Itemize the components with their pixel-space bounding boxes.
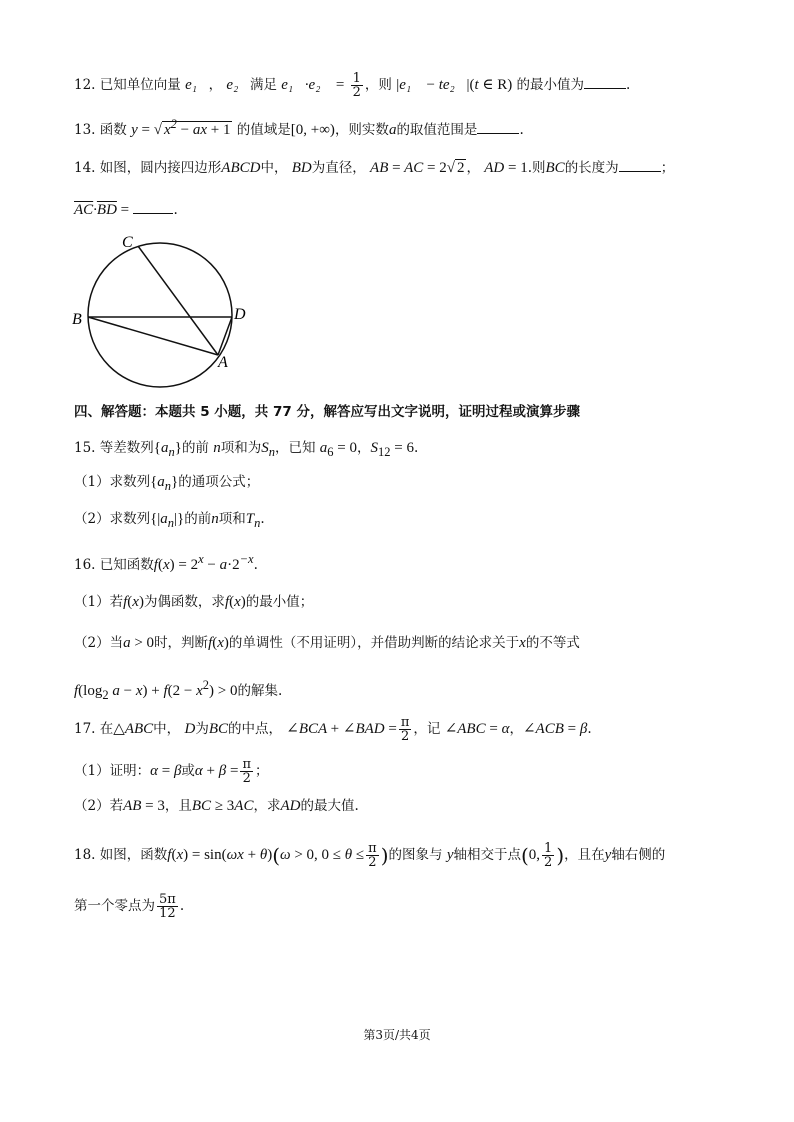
q15-part1: （1）求数列$\{a_n\}$的通项公式；: [74, 474, 260, 493]
q12-number: 12.: [74, 77, 96, 93]
answer-blank[interactable]: [619, 157, 661, 172]
q17-part2: （2）若AB = 3，且BC ≥ 3AC，求AD的最大值.: [74, 798, 359, 814]
section-heading: 四、解答题：本题共 5 小题，共 77 分，解答应写出文字说明，证明过程或演算步骤: [74, 404, 580, 420]
q14-line2: $\overline{AC}\cdot\overline{BD}$ = .: [74, 199, 178, 220]
q13: 13. 函数 y = √ $x^2$ − ax + 1 的值域是[0, +∞)，则实数a的取值范围是 .: [74, 117, 524, 138]
circle: [88, 243, 232, 387]
q17: 17. 在△ABC中， D为BC的中点， ∠BCA + ∠BAD = $\frac{\pi}{2}$ ，记 ∠ABC = α，∠ACB = β.: [74, 715, 592, 744]
label-d: D: [234, 306, 246, 323]
segment-ba: [88, 317, 218, 355]
q15: 15. 等差数列$\{a_n\}$的前 n项和为$S_n$，已知 $a_6 = 0$，$S_{12} = 6$.: [74, 440, 419, 459]
answer-blank[interactable]: [584, 74, 626, 89]
q15-part2: （2）求数列$\{|a_n|\}$的前n项和$T_n$.: [74, 511, 265, 530]
q16-part2: （2）当a > 0时，判断f(x)的单调性（不用证明），并借助判断的结论求关于x的不等式: [74, 635, 580, 651]
q12: 12. 已知单位向量 e₁⃗， e₂⃗满足 e₁⃗·e₂⃗ = $\frac{1}{2}$ ，则 |e₁⃗ − te₂⃗|(t ∈ R) 的最小值为 .: [74, 71, 631, 100]
q14: 14. 如图，圆内接四边形ABCD中， BD为直径， AB = AC = 2√ 2 ， AD = 1.则BC的长度为 ；: [74, 157, 674, 178]
q17-part1: （1）证明：α = β或α + β = $\frac{\pi}{2}$ ；: [74, 757, 269, 786]
page-footer: 第3页/共4页: [363, 1028, 431, 1042]
q16: 16. 已知函数$f(x) = 2^x - a\cdot 2^{-x}$.: [74, 552, 258, 573]
q16-part1: （1）若f(x)为偶函数，求f(x)的最小值；: [74, 594, 314, 610]
label-b: B: [72, 311, 82, 328]
answer-blank[interactable]: [133, 199, 173, 214]
label-a: A: [218, 354, 228, 371]
segment-da: [218, 317, 232, 355]
answer-blank[interactable]: [477, 119, 519, 134]
q18-line2: 第一个零点为 $\frac{5\pi}{12}$ .: [74, 892, 185, 921]
q18: 18. 如图，函数f(x) = sin(ωx + θ)(ω > 0, 0 ≤ θ ≤ $\frac{\pi}{2}$ )的图象与 y轴相交于点(0, $\frac{1}{2}$ )，且在y轴右侧的: [74, 841, 666, 870]
q16-part2-line2: $f(\log_2$ $a - x) + f(2 - x^2) > 0$的解集.: [74, 678, 283, 702]
circle-figure: [70, 230, 270, 400]
label-c: C: [122, 234, 133, 251]
segment-ca: [138, 246, 218, 355]
